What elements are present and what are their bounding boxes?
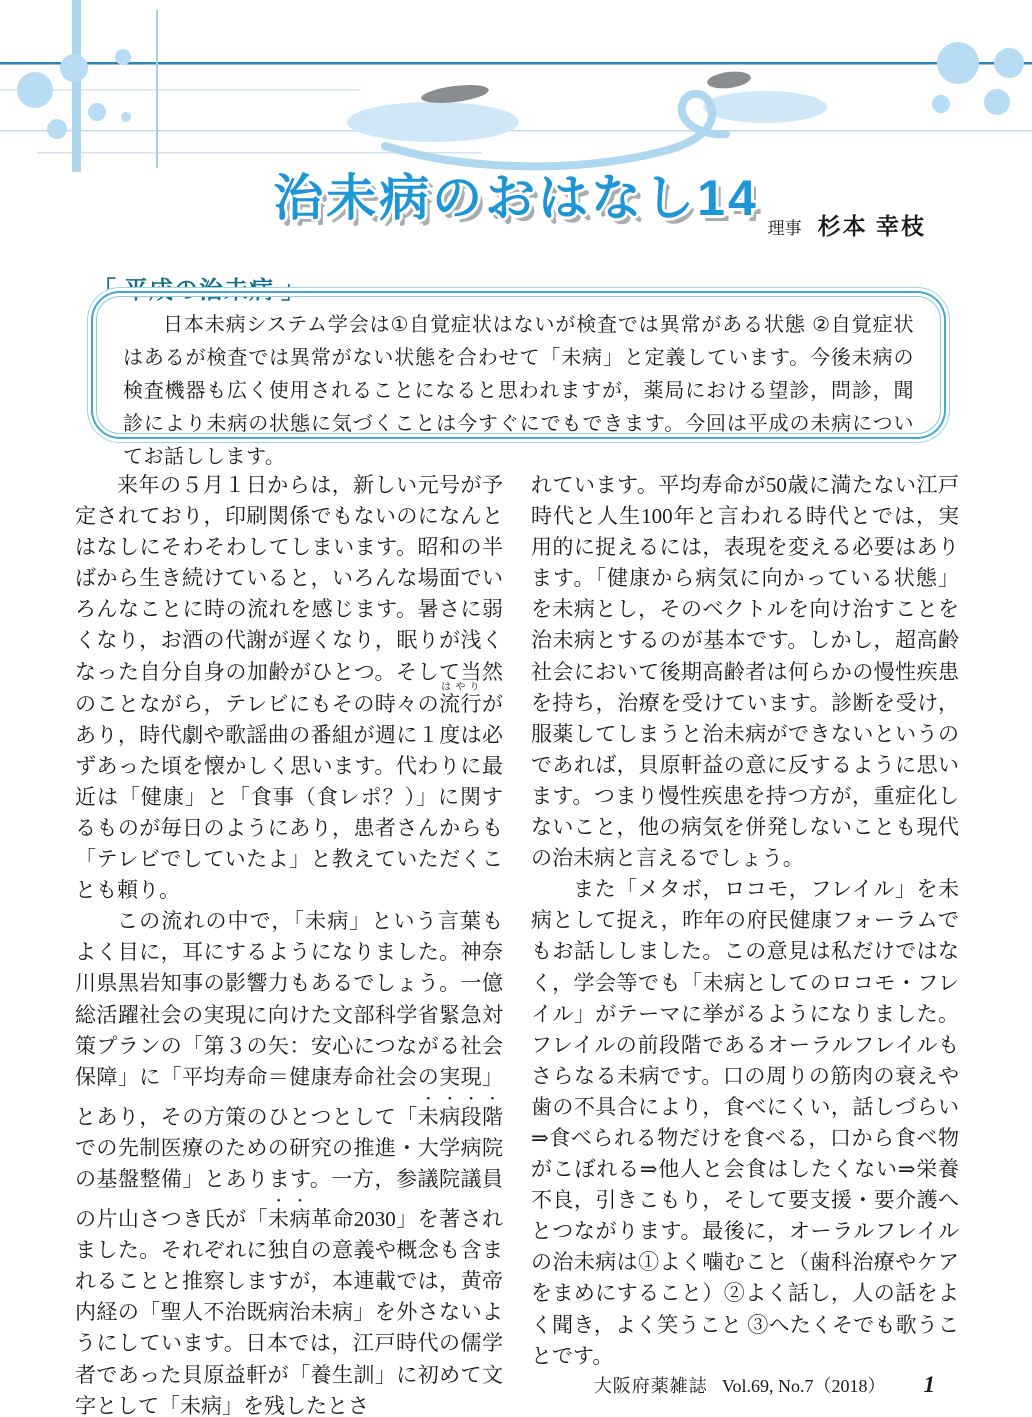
author-role: 理事 <box>767 219 802 238</box>
swoosh-decoration <box>347 91 827 166</box>
author-line <box>768 208 926 241</box>
body-paragraph: この流れの中で，「未病」という言葉もよく目に，耳にするようになりました。神奈川県黒岩知事の影響力もあるでしょう。一億総活躍社会の実現に向けた文部科学省緊急対策プランの「第３の矢：安心につながる社会保障」に「平均寿命＝健康寿命社会の実現」とあり，その方策のひとつとして「未病段階での先制医療のための研究の推進・大学病院の基盤整備」とあります。一方，参議院議員の片山さつき氏が「未病革命2030」を著されました。それぞれに独自の意義や概念も含まれることと推察しますが，本連載では，黄帝内経の「聖人不治既病治未病」を外さないようにしています。日本では，江戸時代の儒学者であった貝原益軒が「養生訓」に初めて文字として「未病」を残したとさ <box>75 909 504 1417</box>
article-columns <box>75 470 959 1417</box>
section-heading: 「 平成の治未病 」 <box>92 277 306 304</box>
rule-lines <box>0 0 1032 172</box>
intro-box-text: 日本未病システム学会は①自覚症状はないが検査では異常がある状態 ②自覚症状はあるが検査では異常がない状態を合わせて「未病」と定義しています。今後未病の検査機器も広く使用されることになると思われますが，薬局における望診，問診，聞診により未病の状態に気づくことは今すぐにでもできます。今回は平成の未病についてお話しします。 <box>123 314 914 468</box>
footer-issue: Vol.69, No.7（2018） <box>721 1376 886 1396</box>
body-paragraph: れています。平均寿命が50歳に満たない江戸時代と人生100年と言われる時代とでは，実用的に捉えるには，表現を変える必要はあります。「健康から病気に向かっている状態」を未病とし，そのベクトルを向け治すことを治未病とするのが基本です。しかし，超高齢社会において後期高齢者は何らかの慢性疾患を持ち，治療を受けています。診断を受け，服薬してしまうと治未病ができないというのであれば，貝原軒益の意に反するように思います。つまり慢性疾患を持つ方が，重症化しないこと，他の病気を併発しないことも現代の治未病と言えるでしょう。 <box>531 473 959 871</box>
column-right <box>531 470 959 1417</box>
author-name: 杉本 幸枝 <box>817 213 926 239</box>
footer-page-number: 1 <box>923 1372 935 1397</box>
body-paragraph: また「メタボ，ロコモ，フレイル」を未病として捉え，昨年の府民健康フォーラムでもお話ししました。この意見は私だけではなく，学会等でも「未病としてのロコモ・フレイル」がテーマに挙がるようになりました。フレイルの前段階であるオーラルフレイルもさらなる未病です。口の周りの筋肉の衰えや歯の不具合により，食べにくい，話しづらい⇒食べられる物だけを食べる，口から食べ物がこぼれる⇒他人と会食はしたくない⇒栄養不良，引きこもり，そして要支援・要介護へとつながります。最後に，オーラルフレイルの治未病は①よく噛むこと（歯科治療やケアをまめにすること）②よく話し，人の話をよく聞き，よく笑うこと ③へたくそでも歌うことです。 <box>531 877 959 1368</box>
body-paragraph: 来年の５月１日からは，新しい元号が予定されており，印刷関係でもないのになんとはなしにそわそわしてしまいます。昭和の半ばから生き続けていると，いろんな場面でいろんなことに時の流れを感じます。暑さに弱くなり，お酒の代謝が遅くなり，眠りが浅くなった自分自身の加齢がひとつ。そして当然のことながら，テレビにもその時々の流行はやりがあり，時代劇や歌謡曲の番組が週に１度は必ずあった頃を懐かしく思います。代わりに最近は「健康」と「食事（食レポ？）」に関するものが毎日のようにあり，患者さんからも「テレビでしていたよ」と教えていただくことも頼り。 <box>75 473 503 903</box>
footer-journal: 大阪府薬雑誌 <box>593 1376 708 1396</box>
page-title: 治未病のおはなし14 <box>273 169 759 226</box>
page-footer <box>594 1372 935 1398</box>
column-left <box>75 470 503 1417</box>
gray-oval-decoration <box>420 69 752 106</box>
intro-box <box>96 296 941 468</box>
